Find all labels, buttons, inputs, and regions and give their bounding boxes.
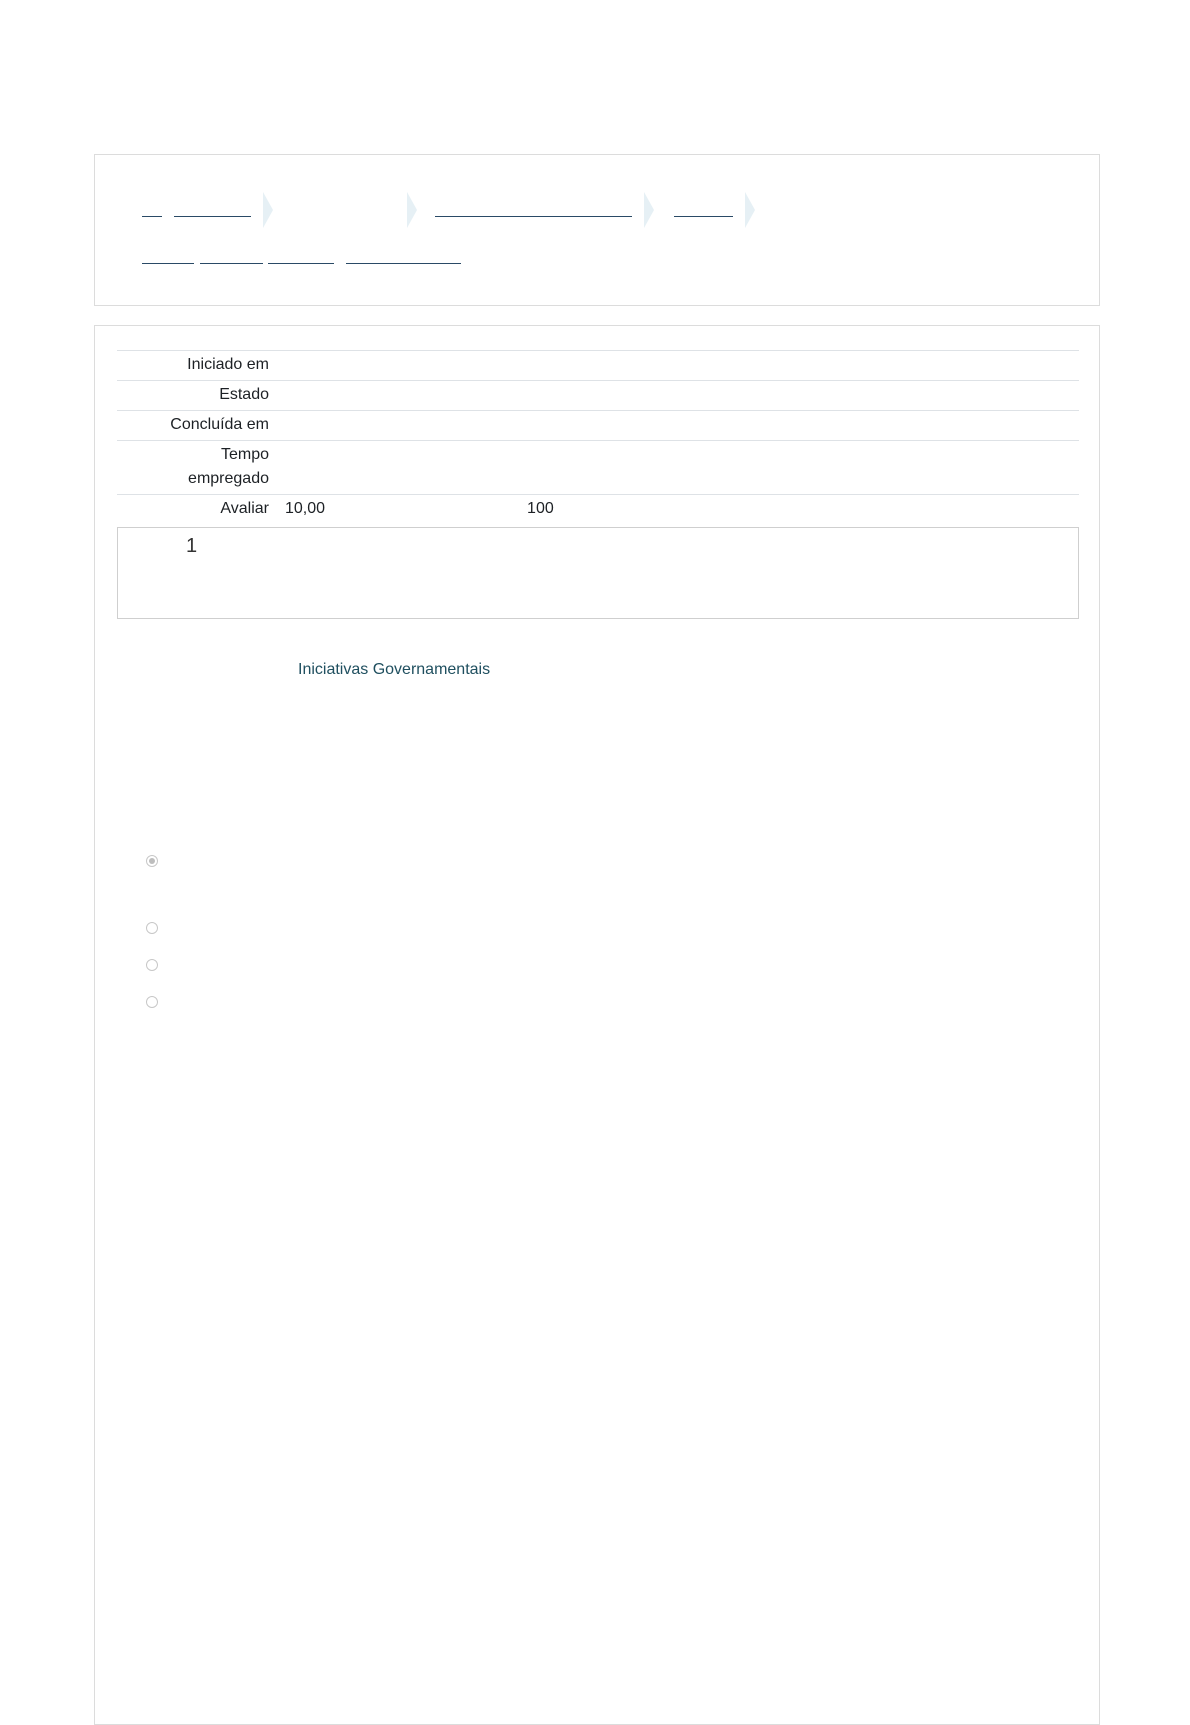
summary-row-grade [117,495,1079,525]
question-number: 1 [186,535,198,557]
answer-radio-b[interactable] [146,922,158,934]
breadcrumb-link-quiz-3[interactable] [268,263,334,264]
completed-label: Concluída em [170,416,269,433]
started-label: Iniciado em [187,356,269,373]
quiz-review-card [94,325,1100,1725]
started-value [269,351,1079,381]
state-value [269,381,1079,411]
breadcrumb-separator-icon [407,192,417,228]
time-label-line1: Tempo [220,446,269,463]
summary-row-completed [117,411,1079,441]
answer-radio-d[interactable] [146,996,158,1008]
breadcrumb-link-courses[interactable] [174,216,251,217]
state-label: Estado [219,386,269,403]
time-label [117,441,269,495]
summary-row-started [117,351,1079,381]
page-header [94,154,1100,306]
answer-radio-a[interactable] [146,855,158,867]
grade-value: 10,00 [285,500,326,517]
answer-radio-c[interactable] [146,959,158,971]
completed-value [269,411,1079,441]
time-value [269,441,1079,495]
breadcrumb-separator-icon [263,192,273,228]
grade-label: Avaliar [220,500,269,517]
attempt-summary-table [117,350,1079,524]
time-label-line2: empregado [188,470,269,487]
breadcrumb-link-quiz-1[interactable] [142,263,194,264]
breadcrumb-link-home[interactable] [142,216,162,217]
breadcrumb-link-quiz-2[interactable] [200,263,263,264]
course-link[interactable]: Iniciativas Governamentais [298,661,491,678]
breadcrumb-separator-icon [745,192,755,228]
question-info-box [117,527,1079,619]
breadcrumb-link-section[interactable] [674,216,733,217]
grade-value-cell [269,495,1079,525]
grade-max: 100 [527,500,554,517]
summary-row-state [117,381,1079,411]
summary-row-time [117,441,1079,495]
breadcrumb-separator-icon [644,192,654,228]
breadcrumb-link-quiz-4[interactable] [346,263,461,264]
breadcrumb-link-course[interactable] [435,216,632,217]
